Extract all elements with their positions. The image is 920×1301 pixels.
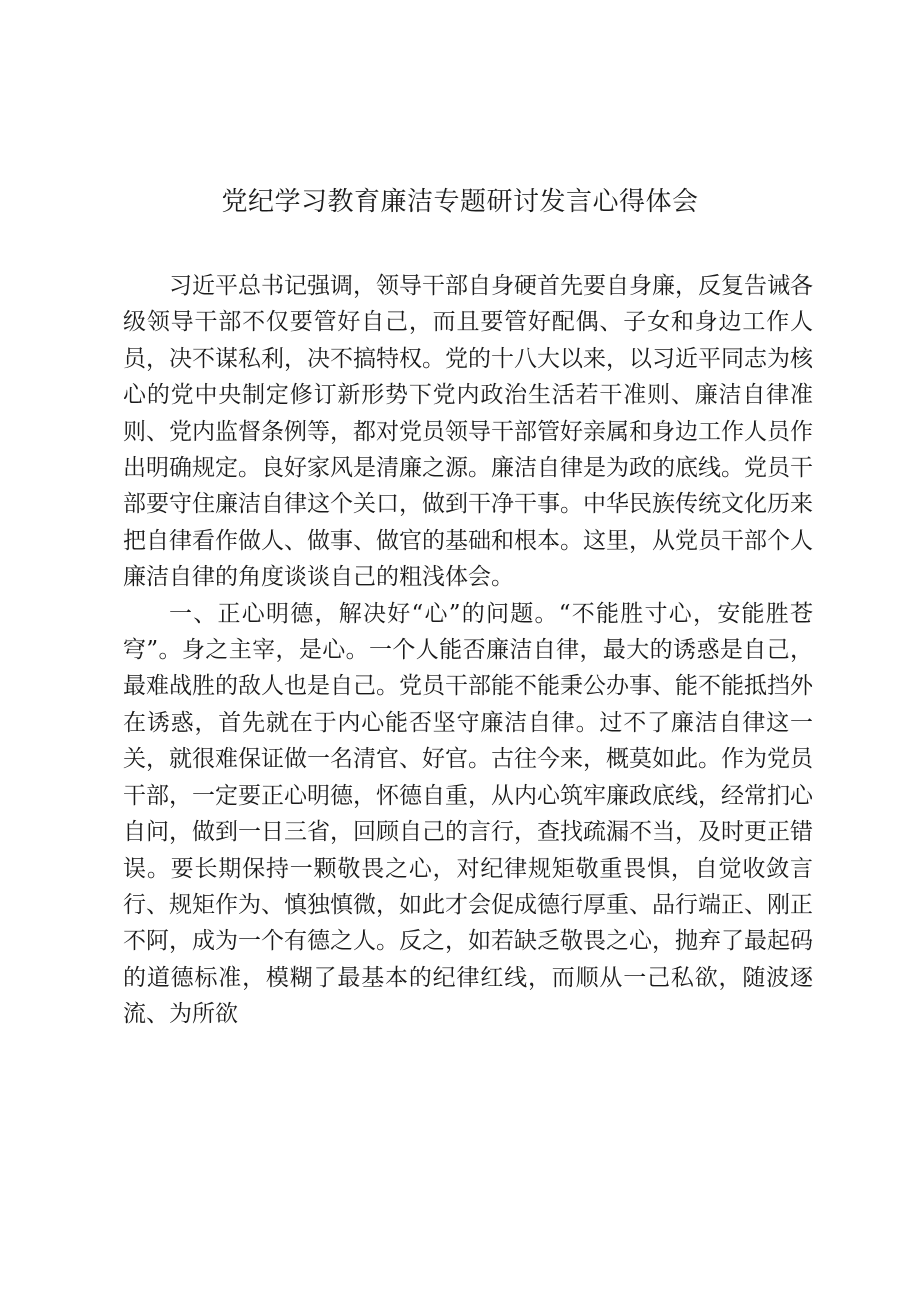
document-body	[123, 268, 813, 1033]
paragraph-intro: 习近平总书记强调，领导干部自身硬首先要自身廉，反复告诫各级领导干部不仅要管好自己，而且要管好配偶、子女和身边工作人员，决不谋私利，决不搞特权。党的十八大以来，以习近平同志为核心的党中央制定修订新形势下党内政治生活若干准则、廉洁自律准则、党内监督条例等，都对党员领导干部管好亲属和身边工作人员作出明确规定。良好家风是清廉之源。廉洁自律是为政的底线。党员干部要守住廉洁自律这个关口，做到干净干事。中华民族传统文化历来把自律看作做人、做事、做官的基础和根本。这里，从党员干部个人廉洁自律的角度谈谈自己的粗浅体会。	[123, 273, 813, 591]
paragraph-section-one: 一、正心明德，解决好“心”的问题。“不能胜寸心，安能胜苍穹”。身之主宰，是心。一个人能否廉洁自律，最大的诱惑是自己，最难战胜的敌人也是自己。党员干部能不能秉公办事、能不能抵挡外在诱惑，首先就在于内心能否坚守廉洁自律。过不了廉洁自律这一关，就很难保证做一名清官、好官。古往今来，概莫如此。作为党员干部，一定要正心明德，怀德自重，从内心筑牢廉政底线，经常扪心自问，做到一日三省，回顾自己的言行，查找疏漏不当，及时更正错误。要长期保持一颗敬畏之心，对纪律规矩敬重畏惧，自觉收敛言行、规矩作为、慎独慎微，如此才会促成德行厚重、品行端正、刚正不阿，成为一个有德之人。反之，如若缺乏敬畏之心，抛弃了最起码的道德标准，模糊了最基本的纪律红线，而顺从一己私欲，随波逐流、为所欲	[123, 600, 813, 1028]
document-title: 党纪学习教育廉洁专题研讨发言心得体会	[221, 187, 699, 217]
